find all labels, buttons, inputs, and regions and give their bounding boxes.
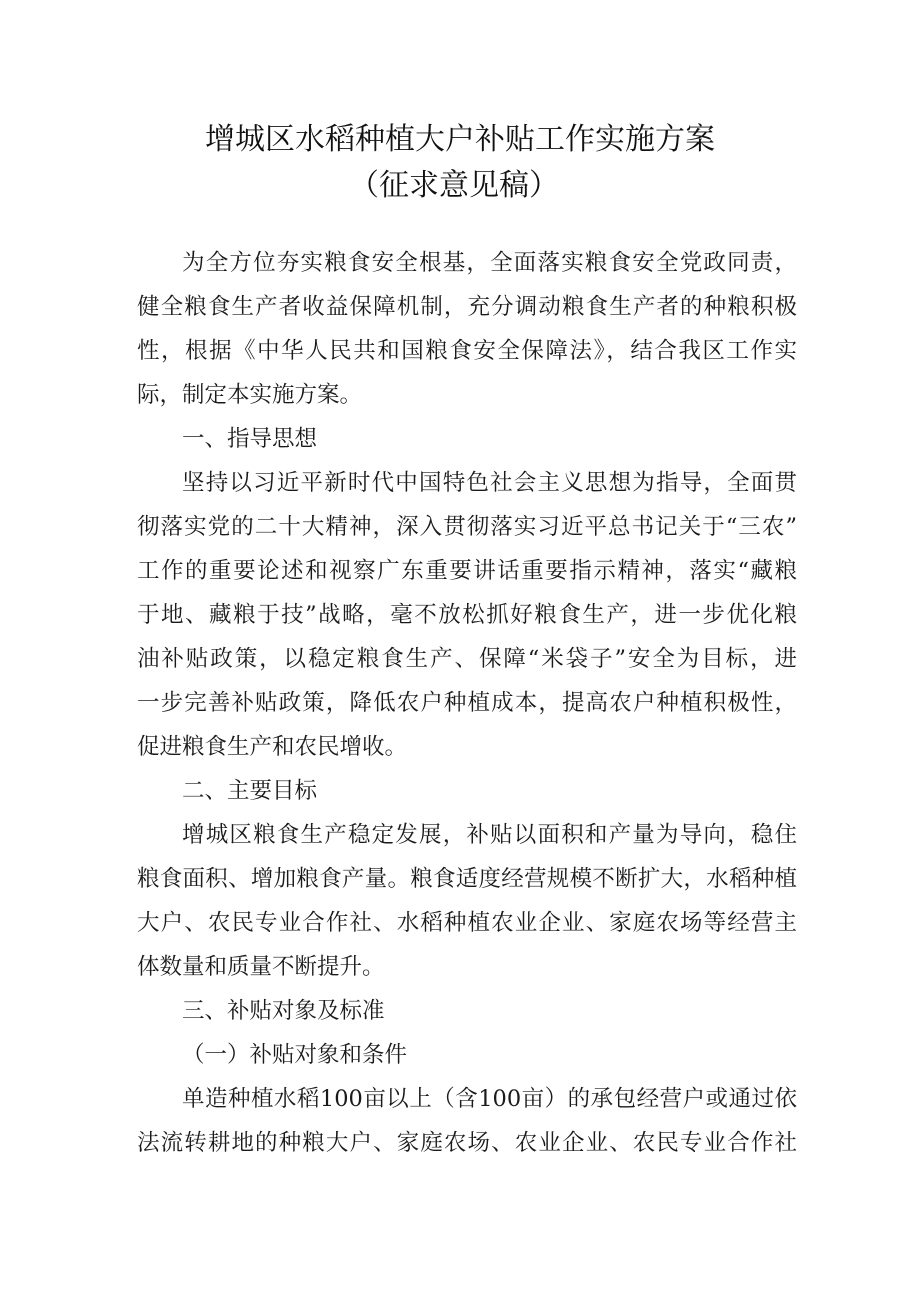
paragraph-line: 大户、农民专业合作社、水稻种植农业企业、家庭农场等经营主	[137, 910, 797, 936]
paragraph-line: 增城区粮食生产稳定发展，补贴以面积和产量为导向，稳住	[182, 822, 797, 848]
paragraph-line: 坚持以习近平新时代中国特色社会主义思想为指导，全面贯	[182, 470, 797, 496]
paragraph-line: 促进粮食生产和农民增收。	[137, 734, 408, 760]
document-subtitle: （征求意见稿）	[349, 168, 559, 203]
section-heading: 三、补贴对象及标准	[182, 998, 385, 1024]
paragraph-line: 健全粮食生产者收益保障机制，充分调动粮食生产者的种粮积极	[137, 294, 797, 320]
section-heading: 一、指导思想	[182, 426, 318, 452]
paragraph-line: 体数量和质量不断提升。	[137, 954, 385, 980]
paragraph-line: 油补贴政策，以稳定粮食生产、保障“米袋子”安全为目标，进	[137, 646, 797, 672]
paragraph-line: 法流转耕地的种粮大户、家庭农场、农业企业、农民专业合作社	[137, 1130, 797, 1156]
section-heading: 二、主要目标	[182, 778, 318, 804]
paragraph-line: 工作的重要论述和视察广东重要讲话重要指示精神，落实“藏粮	[137, 558, 797, 584]
paragraph-line: 一步完善补贴政策，降低农户种植成本，提高农户种植积极性，	[137, 690, 797, 716]
paragraph-line: 彻落实党的二十大精神，深入贯彻落实习近平总书记关于“三农”	[137, 514, 797, 540]
subsection-heading: （一）补贴对象和条件	[182, 1042, 408, 1068]
paragraph-line: 粮食面积、增加粮食产量。粮食适度经营规模不断扩大，水稻种植	[137, 866, 797, 892]
paragraph-line: 际，制定本实施方案。	[137, 382, 363, 408]
document-title: 增城区水稻种植大户补贴工作实施方案	[205, 122, 715, 157]
paragraph-line: 为全方位夯实粮食安全根基，全面落实粮食安全党政同责，	[182, 250, 797, 276]
paragraph-line: 于地、藏粮于技”战略，毫不放松抓好粮食生产，进一步优化粮	[137, 602, 797, 628]
paragraph-line: 性，根据《中华人民共和国粮食安全保障法》，结合我区工作实	[137, 338, 797, 364]
paragraph-line: 单造种植水稻100亩以上（含100亩）的承包经营户或通过依	[182, 1086, 797, 1112]
